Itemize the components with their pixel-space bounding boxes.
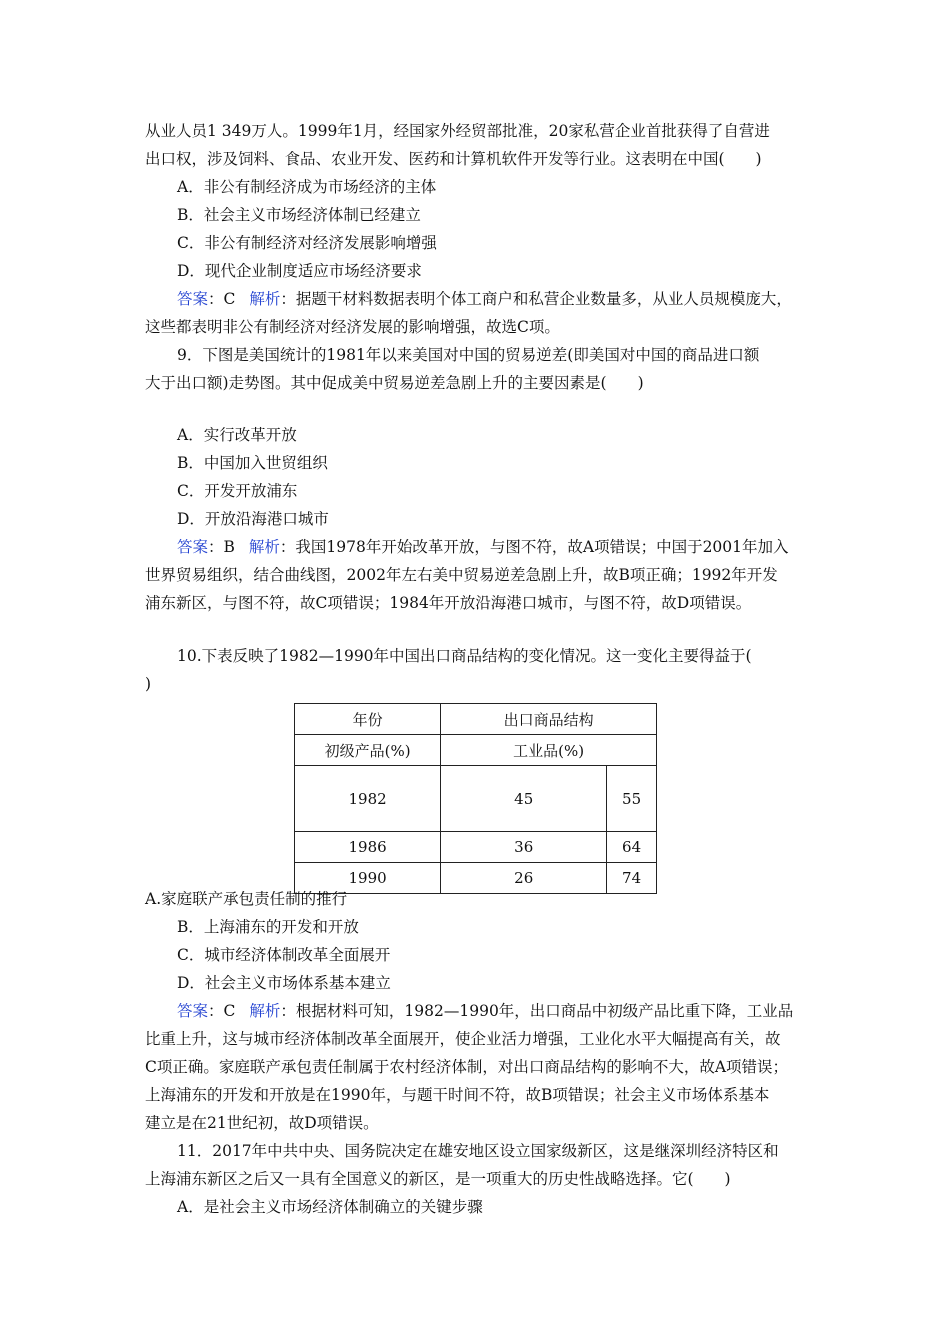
table-cell-primary: 36 (441, 832, 607, 863)
answer-label: 答案 (177, 290, 209, 308)
q9-option-a: A．实行改革开放 (177, 426, 297, 444)
answer-value: ：B (208, 538, 235, 556)
table-cell-industrial: 55 (607, 766, 657, 832)
analysis-text: ：我国1978年开始改革开放，与图不符，故A项错误；中国于2001年加入 (279, 538, 789, 556)
table-cell-primary: 45 (441, 766, 607, 832)
q8-answer-line-1 (177, 289, 792, 309)
table-header-primary: 初级产品(%) (295, 735, 441, 766)
table-row (295, 832, 657, 863)
q9-option-b: B．中国加入世贸组织 (177, 454, 328, 472)
q8-option-d: D．现代企业制度适应市场经济要求 (177, 262, 422, 280)
q10-option-c: C．城市经济体制改革全面展开 (177, 946, 391, 964)
export-structure-table (294, 703, 657, 894)
q10-option-a: A.家庭联产承包责任制的推行 (145, 890, 348, 908)
analysis-label: 解析 (249, 290, 281, 308)
table-cell-year: 1990 (295, 863, 441, 894)
q9-answer-line-1 (177, 537, 789, 557)
analysis-label: 解析 (248, 538, 280, 556)
answer-value: ：C (208, 290, 236, 308)
table-cell-year: 1982 (295, 766, 441, 832)
q9-answer-line-2: 世界贸易组织，结合曲线图，2002年左右美中贸易逆差急剧上升，故B项正确；1992年开发 (145, 566, 778, 584)
q10-option-b: B．上海浦东的开发和开放 (177, 918, 359, 936)
table-header-structure: 出口商品结构 (441, 704, 657, 735)
table-header-industrial: 工业品(%) (441, 735, 657, 766)
q10-answer-line-3: C项正确。家庭联产承包责任制属于农村经济体制，对出口商品结构的影响不大，故A项错误； (145, 1058, 789, 1076)
q10-answer-line-1 (177, 1001, 793, 1021)
table-header-year: 年份 (295, 704, 441, 735)
table-cell-industrial: 74 (607, 863, 657, 894)
q9-stem-line-1: 9．下图是美国统计的1981年以来美国对中国的贸易逆差(即美国对中国的商品进口额 (177, 346, 760, 364)
answer-label: 答案 (177, 538, 209, 556)
table-cell-year: 1986 (295, 832, 441, 863)
q9-option-c: C．开发开放浦东 (177, 482, 298, 500)
q11-stem-line-2: 上海浦东新区之后又一具有全国意义的新区，是一项重大的历史性战略选择。它( ) (145, 1170, 731, 1188)
table-cell-industrial: 64 (607, 832, 657, 863)
answer-label: 答案 (177, 1002, 209, 1020)
q11-stem-line-1: 11．2017年中共中央、国务院决定在雄安地区设立国家级新区，这是继深圳经济特区和 (177, 1142, 779, 1160)
q8-option-a: A．非公有制经济成为市场经济的主体 (177, 178, 437, 196)
q8-option-c: C．非公有制经济对经济发展影响增强 (177, 234, 437, 252)
q9-stem-line-2: 大于出口额)走势图。其中促成美中贸易逆差急剧上升的主要因素是( ) (145, 374, 644, 392)
analysis-label: 解析 (249, 1002, 281, 1020)
q9-answer-line-3: 浦东新区，与图不符，故C项错误；1984年开放沿海港口城市，与图不符，故D项错误。 (145, 594, 752, 612)
q9-option-d: D．开放沿海港口城市 (177, 510, 329, 528)
table-row (295, 766, 657, 832)
q8-stem-line-1: 从业人员1 349万人。1999年1月，经国家外经贸部批准，20家私营企业首批获得了自营进 (145, 122, 770, 140)
q10-stem-line-2: ) (145, 675, 152, 693)
q10-answer-line-4: 上海浦东的开发和开放是在1990年，与题干时间不符，故B项错误；社会主义市场体系基本 (145, 1086, 770, 1104)
q10-answer-line-2: 比重上升，这与城市经济体制改革全面展开，使企业活力增强，工业化水平大幅提高有关，故 (145, 1030, 781, 1048)
q10-option-d: D．社会主义市场体系基本建立 (177, 974, 391, 992)
answer-value: ：C (208, 1002, 236, 1020)
q8-answer-line-2: 这些都表明非公有制经济对经济发展的影响增强，故选C项。 (145, 318, 560, 336)
q8-stem-line-2: 出口权，涉及饲料、食品、农业开发、医药和计算机软件开发等行业。这表明在中国( ) (145, 150, 762, 168)
q11-option-a: A．是社会主义市场经济体制确立的关键步骤 (177, 1198, 483, 1216)
q10-stem-line-1: 10.下表反映了1982—1990年中国出口商品结构的变化情况。这一变化主要得益于( (177, 647, 752, 665)
analysis-text: ：据题干材料数据表明个体工商户和私营企业数量多，从业人员规模庞大， (280, 290, 792, 308)
q10-answer-line-5: 建立是在21世纪初，故D项错误。 (145, 1114, 379, 1132)
analysis-text: ：根据材料可知，1982—1990年，出口商品中初级产品比重下降，工业品 (280, 1002, 794, 1020)
q8-option-b: B．社会主义市场经济体制已经建立 (177, 206, 421, 224)
table-row (295, 863, 657, 894)
table-cell-primary: 26 (441, 863, 607, 894)
